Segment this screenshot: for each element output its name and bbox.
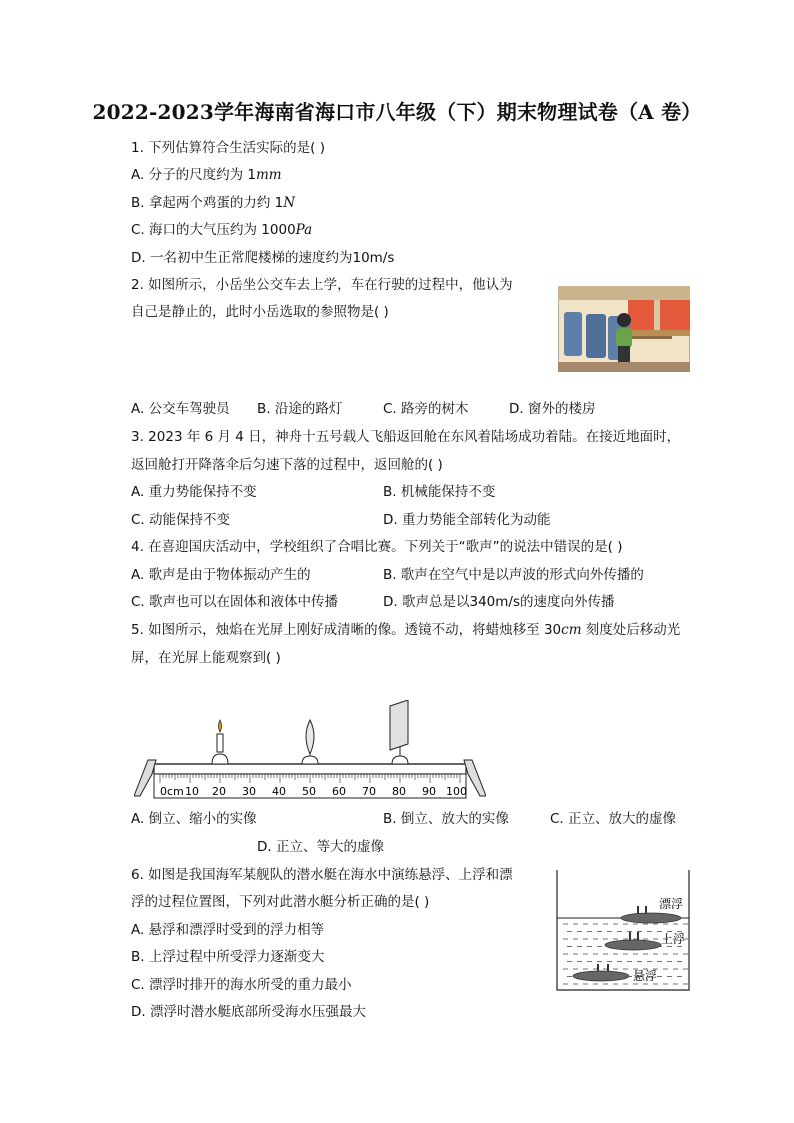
q4-option-c[interactable]: C. 歌声也可以在固体和液体中传播 bbox=[131, 594, 339, 610]
q6-option-a[interactable]: A. 悬浮和漂浮时受到的浮力相等 bbox=[131, 922, 325, 938]
q1-option-b[interactable] bbox=[131, 194, 295, 212]
bus-interior-figure bbox=[558, 286, 690, 372]
q2-option-b[interactable]: B. 沿途的路灯 bbox=[257, 401, 343, 417]
candle bbox=[212, 720, 228, 764]
q6-option-d[interactable]: D. 漂浮时潜水艇底部所受海水压强最大 bbox=[131, 1004, 366, 1020]
right-support bbox=[464, 760, 486, 796]
q5-option-c[interactable]: C. 正立、放大的虚像 bbox=[550, 811, 677, 827]
q1-option-c-unit: Pa bbox=[295, 222, 313, 238]
ruler-label-100: 100 bbox=[446, 785, 467, 798]
q1-option-c[interactable] bbox=[131, 221, 312, 239]
q5-option-a[interactable]: A. 倒立、缩小的实像 bbox=[131, 811, 257, 827]
q1-option-b-unit: N bbox=[283, 195, 296, 211]
submarine-rising bbox=[605, 932, 661, 950]
ruler-label-50: 50 bbox=[302, 785, 316, 798]
q2-option-a[interactable]: A. 公交车驾驶员 bbox=[131, 401, 230, 417]
q3-stem-line-2: 返回舱打开降落伞后匀速下落的过程中，返回舱的( ) bbox=[131, 457, 443, 473]
q4-option-a[interactable]: A. 歌声是由于物体振动产生的 bbox=[131, 567, 311, 583]
ruler-label-80: 80 bbox=[392, 785, 406, 798]
q1-option-a-text: A. 分子的尺度约为 1 bbox=[131, 167, 256, 183]
q6-stem-line-1: 6. 如图是我国海军某舰队的潜水艇在海水中演练悬浮、上浮和漂 bbox=[131, 867, 513, 883]
q2-stem-line-1: 2. 如图所示，小岳坐公交车去上学，车在行驶的过程中，他认为 bbox=[131, 277, 513, 293]
q5-stem-text-2: 刻度处后移动光 bbox=[581, 622, 681, 638]
q2-option-d[interactable]: D. 窗外的楼房 bbox=[509, 401, 596, 417]
ruler-label-40: 40 bbox=[272, 785, 286, 798]
q1-option-a[interactable] bbox=[131, 166, 282, 184]
optical-bench-figure bbox=[134, 700, 486, 804]
q4-option-d[interactable]: D. 歌声总是以340m/s的速度向外传播 bbox=[383, 594, 615, 610]
q6-stem-line-2: 浮的过程位置图，下列对此潜水艇分析正确的是( ) bbox=[131, 894, 430, 910]
ruler-label-60: 60 bbox=[332, 785, 346, 798]
q6-option-c[interactable]: C. 漂浮时排开的海水所受的重力最小 bbox=[131, 977, 352, 993]
label-rising: 上浮 bbox=[661, 932, 686, 946]
q5-stem-text-1: 5. 如图所示，烛焰在光屏上刚好成清晰的像。透镜不动，将蜡烛移至 30 bbox=[131, 622, 562, 638]
light-screen bbox=[390, 700, 408, 764]
q1-option-a-unit: mm bbox=[255, 167, 282, 183]
submarine-figure bbox=[555, 870, 691, 992]
q4-stem: 4. 在喜迎国庆活动中，学校组织了合唱比赛。下列关于“歌声”的说法中错误的是( ) bbox=[131, 539, 623, 555]
q5-stem-line-2: 屏，在光屏上能观察到( ) bbox=[131, 650, 281, 666]
q3-option-c[interactable]: C. 动能保持不变 bbox=[131, 512, 231, 528]
ruler-label-20: 20 bbox=[212, 785, 226, 798]
submarine-suspended bbox=[573, 964, 629, 981]
exam-title: 2022-2023学年海南省海口市八年级（下）期末物理试卷（A 卷） bbox=[92, 100, 702, 124]
left-support bbox=[134, 760, 156, 796]
q4-option-b[interactable]: B. 歌声在空气中是以声波的形式向外传播的 bbox=[383, 567, 644, 583]
label-floating: 漂浮 bbox=[659, 897, 684, 911]
ruler-label-10: 10 bbox=[185, 785, 199, 798]
q1-option-b-text: B. 拿起两个鸡蛋的力约 1 bbox=[131, 195, 284, 211]
q2-option-c[interactable]: C. 路旁的树木 bbox=[383, 401, 469, 417]
label-suspended: 悬浮 bbox=[633, 969, 658, 983]
q5-stem-line-1 bbox=[131, 621, 680, 639]
q5-stem-unit: cm bbox=[561, 622, 582, 638]
q1-option-c-text: C. 海口的大气压约为 1000 bbox=[131, 222, 296, 238]
q3-option-a[interactable]: A. 重力势能保持不变 bbox=[131, 484, 257, 500]
q6-option-b[interactable]: B. 上浮过程中所受浮力逐渐变大 bbox=[131, 949, 325, 965]
q1-stem: 1. 下列估算符合生活实际的是( ) bbox=[131, 140, 325, 156]
q2-stem-line-2: 自己是静止的，此时小岳选取的参照物是( ) bbox=[131, 304, 389, 320]
ruler-label-0: 0cm bbox=[160, 785, 184, 798]
ruler-label-30: 30 bbox=[242, 785, 256, 798]
q5-option-d[interactable]: D. 正立、等大的虚像 bbox=[257, 839, 384, 855]
ruler-label-70: 70 bbox=[362, 785, 376, 798]
convex-lens bbox=[302, 720, 318, 764]
q3-option-b[interactable]: B. 机械能保持不变 bbox=[383, 484, 496, 500]
q3-stem-line-1: 3. 2023 年 6 月 4 日，神舟十五号载人飞船返回舱在东风着陆场成功着陆。在接近地面时， bbox=[131, 429, 681, 445]
ruler-label-90: 90 bbox=[422, 785, 436, 798]
q1-option-d[interactable]: D. 一名初中生正常爬楼梯的速度约为10m/s bbox=[131, 250, 395, 266]
q3-option-d[interactable]: D. 重力势能全部转化为动能 bbox=[383, 512, 551, 528]
q5-option-b[interactable]: B. 倒立、放大的实像 bbox=[383, 811, 509, 827]
